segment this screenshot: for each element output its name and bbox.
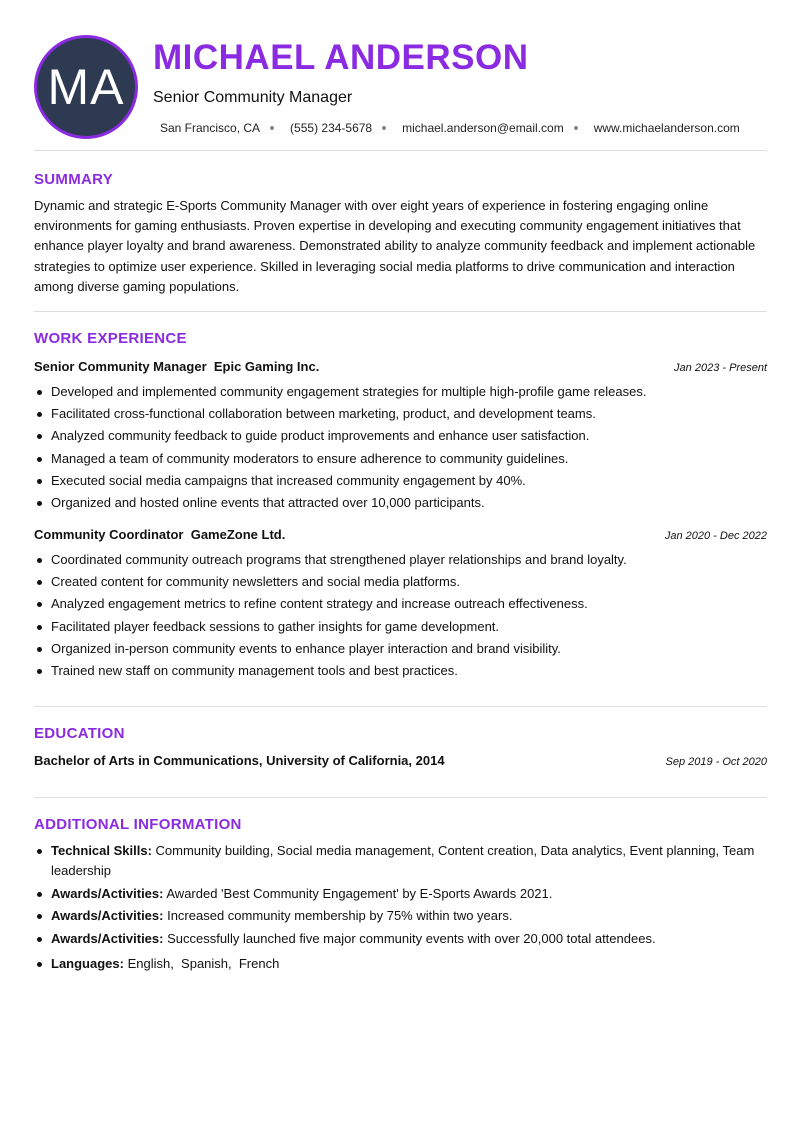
contact-line [160, 121, 740, 135]
list-item: Developed and implemented community engagement strategies for multiple high-profile game releases. [34, 381, 769, 403]
list-item: Trained new staff on community management tools and best practices. [34, 660, 769, 682]
item-text: English, Spanish, French [123, 955, 280, 971]
item-label: Awards/Activities: [51, 930, 164, 946]
education-entry [34, 753, 767, 768]
additional-heading: ADDITIONAL INFORMATION [34, 816, 242, 833]
avatar [34, 35, 138, 139]
experience-heading: WORK EXPERIENCE [34, 330, 187, 347]
job-title: Senior Community Manager Epic Gaming Inc. [34, 359, 320, 374]
list-item [34, 841, 769, 881]
item-text: Increased community membership by 75% within two years. [163, 908, 513, 923]
list-item: Executed social media campaigns that increased community engagement by 40%. [34, 470, 769, 492]
job-dates: Jan 2020 - Dec 2022 [664, 530, 767, 542]
job-header [34, 359, 767, 374]
separator-dot-icon [270, 126, 274, 130]
list-item: Created content for community newsletters and social media platforms. [34, 571, 769, 593]
job-bullets [34, 381, 769, 514]
avatar-initials: MA [47, 59, 125, 115]
item-label: Languages: [51, 955, 124, 971]
item-text: Successfully launched five major community events with over 20,000 total attendees. [163, 930, 656, 946]
education-dates: Sep 2019 - Oct 2020 [665, 756, 767, 768]
section-divider [34, 150, 767, 151]
list-item [34, 954, 769, 974]
summary-heading: SUMMARY [34, 171, 114, 188]
list-item: Facilitated cross-functional collaboration between marketing, product, and development teams. [34, 403, 769, 425]
item-text: Awarded 'Best Community Engagement' by E-Sports Awards 2021. [163, 885, 553, 901]
item-label: Technical Skills: [51, 843, 152, 858]
education-heading: EDUCATION [34, 725, 125, 742]
list-item [34, 929, 769, 949]
summary-text: Dynamic and strategic E-Sports Community Manager with over eight years of experience in fostering engaging online environments for gaming enthusiasts. Proven expertise in developing and executing community engagement initiatives that enhance player loyalty and brand awareness. Demonstrated ability to analyze community feedback and implement actionable strategies to optimize user experience. Skilled in leveraging social media platforms to drive communication and interaction among diverse gaming populations. [34, 198, 756, 294]
degree: Bachelor of Arts in Communications, University of California, 2014 [34, 753, 445, 768]
candidate-role: Senior Community Manager [153, 89, 353, 106]
list-item: Organized in-person community events to enhance player interaction and brand visibility. [34, 638, 769, 660]
separator-dot-icon [574, 126, 578, 130]
list-item: Facilitated player feedback sessions to gather insights for game development. [34, 616, 769, 638]
job-bullets [34, 549, 769, 682]
list-item: Coordinated community outreach programs that strengthened player relationships and brand loyalty. [34, 549, 769, 571]
section-divider [34, 311, 767, 312]
list-item: Analyzed community feedback to guide product improvements and enhance user satisfaction. [34, 425, 769, 447]
list-item: Analyzed engagement metrics to refine content strategy and increase outreach effectiveness. [34, 593, 769, 615]
list-item: Organized and hosted online events that attracted over 10,000 participants. [34, 492, 769, 514]
candidate-name: MICHAEL ANDERSON [153, 38, 529, 77]
contact-email[interactable]: michael.anderson@email.com [402, 121, 564, 135]
job-header [34, 527, 767, 542]
item-label: Awards/Activities: [51, 908, 164, 923]
job-title: Community Coordinator GameZone Ltd. [34, 527, 286, 542]
section-divider [34, 706, 767, 707]
list-item [34, 906, 769, 926]
list-item: Managed a team of community moderators to ensure adherence to community guidelines. [34, 448, 769, 470]
contact-location: San Francisco, CA [160, 121, 261, 135]
contact-website[interactable]: www.michaelanderson.com [593, 121, 740, 135]
resume-header [0, 0, 800, 150]
item-text: Community building, Social media management, Content creation, Data analytics, Event planning, Team leadership [51, 843, 755, 878]
list-item [34, 884, 769, 904]
section-divider [34, 797, 767, 798]
separator-dot-icon [382, 126, 386, 130]
contact-phone: (555) 234-5678 [290, 121, 373, 135]
job-dates: Jan 2023 - Present [674, 362, 767, 374]
item-label: Awards/Activities: [51, 885, 164, 901]
additional-list [34, 841, 769, 976]
